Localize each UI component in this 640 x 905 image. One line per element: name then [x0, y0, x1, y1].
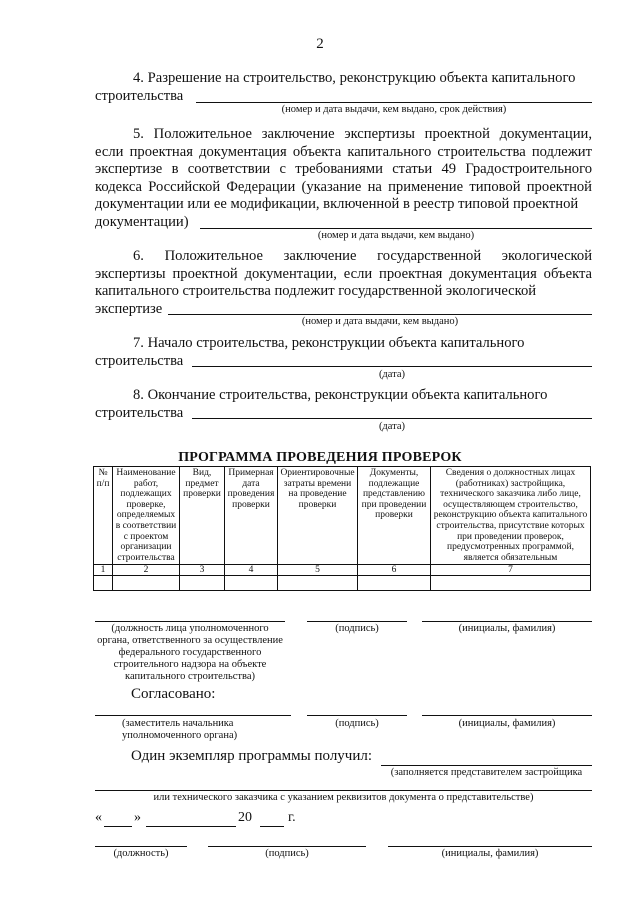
item-5-field-line — [200, 228, 592, 229]
final-sign-line — [208, 846, 366, 847]
item-4-caption: (номер и дата выдачи, кем выдано, срок действия) — [281, 104, 507, 115]
item-7-field-line — [192, 366, 592, 367]
receipt-field-line — [381, 765, 592, 766]
program-title: ПРОГРАММА ПРОВЕДЕНИЯ ПРОВЕРОК — [178, 450, 462, 465]
item-8-line2: строительства — [95, 404, 184, 421]
approved-name-line — [422, 715, 592, 716]
item-4-line2: строительства — [95, 87, 184, 104]
date-quote-open: « — [95, 810, 102, 825]
table-row — [94, 576, 591, 591]
col-number-4: 4 — [225, 565, 278, 576]
table-cell — [278, 576, 358, 591]
approved-label: Согласовано: — [131, 686, 216, 702]
final-sign-caption: (подпись) — [265, 848, 309, 859]
item-6-text: 6. Положительное заключение государственной экологической экспертизы проектной документации, если проектная документация объекта капитального строительства подлежит государственной экологической — [95, 248, 592, 299]
item-7-caption: (дата) — [378, 369, 406, 380]
item-4-field-line — [196, 102, 592, 103]
header-works: Наименование работ, подлежащих проверке, определяемых в соответствии с проектом организации строительства — [113, 467, 180, 565]
date-month-line — [146, 826, 236, 827]
signature1-name-caption: (инициалы, фамилия) — [458, 623, 556, 634]
item-5-last-line: документации) — [95, 213, 189, 230]
item-5-text: 5. Положительное заключение экспертизы проектной документации, если проектная документация объекта капитального строительства подлежит экспертизе в соответствии с требованиями статьи 49 Градостроительного кодекса Российской Федерации (указание на применение типовой проектной документации или ее модификации, включенной в реестр типовой проектной — [95, 126, 592, 212]
header-type: Вид, предмет проверки — [180, 467, 225, 565]
approved-position-caption: (заместитель начальника уполномоченного органа) — [122, 718, 238, 741]
final-name-caption: (инициалы, фамилия) — [441, 848, 539, 859]
item-7-line2: строительства — [95, 352, 184, 369]
header-date: Примерная дата проведения проверки — [225, 467, 278, 565]
table-cell — [113, 576, 180, 591]
signature1-sign-line — [307, 621, 407, 622]
header-number: № п/п — [94, 467, 113, 565]
date-year-suffix: г. — [288, 810, 296, 825]
item-6-field-line — [168, 314, 592, 315]
receipt-caption-2: или технического заказчика с указанием реквизитов документа о представительстве) — [153, 792, 534, 803]
item-5 — [95, 126, 592, 231]
table-cell — [180, 576, 225, 591]
table-cell — [358, 576, 431, 591]
approved-name-caption: (инициалы, фамилия) — [458, 718, 556, 729]
col-number-6: 6 — [358, 565, 431, 576]
col-number-7: 7 — [431, 565, 591, 576]
table-header-row — [94, 467, 591, 565]
col-number-3: 3 — [180, 565, 225, 576]
item-6 — [95, 248, 592, 318]
date-day-line — [104, 826, 132, 827]
item-4-line1: 4. Разрешение на строительство, реконструкцию объекта капитального — [133, 70, 576, 86]
item-5-caption: (номер и дата выдачи, кем выдано) — [317, 230, 475, 241]
date-quote-close: » — [134, 810, 141, 825]
approved-sign-caption: (подпись) — [335, 718, 379, 729]
date-year-line — [260, 826, 284, 827]
item-8 — [95, 387, 592, 422]
receipt-label: Один экземпляр программы получил: — [131, 748, 373, 764]
item-8-caption: (дата) — [378, 421, 406, 432]
program-table — [93, 466, 591, 591]
date-year-prefix: 20 — [238, 810, 252, 825]
table-cell — [225, 576, 278, 591]
item-7-line1: 7. Начало строительства, реконструкции объекта капитального — [133, 335, 525, 351]
page-number: 2 — [316, 36, 324, 52]
item-6-caption: (номер и дата выдачи, кем выдано) — [301, 316, 459, 327]
receipt-caption-1: (заполняется представителем застройщика — [390, 767, 583, 778]
table-cell — [431, 576, 591, 591]
item-8-line1: 8. Окончание строительства, реконструкции объекта капитального — [133, 387, 548, 403]
col-number-5: 5 — [278, 565, 358, 576]
item-4 — [95, 70, 592, 105]
header-documents: Документы, подлежащие представлению при проведении проверки — [358, 467, 431, 565]
header-time: Ориентировочные затраты времени на проведение проверки — [278, 467, 358, 565]
final-position-line — [95, 846, 187, 847]
table-numbers-row — [94, 565, 591, 576]
signature1-position-caption: (должность лица уполномоченного органа, ответственного за осуществление федерального государственного строительного надзора на объекте капитального строительства) — [97, 623, 283, 682]
signature1-position-line — [95, 621, 285, 622]
item-8-field-line — [192, 418, 592, 419]
table-cell — [94, 576, 113, 591]
approved-position-line — [95, 715, 291, 716]
col-number-1: 1 — [94, 565, 113, 576]
item-7 — [95, 335, 592, 370]
final-name-line — [388, 846, 592, 847]
signature1-name-line — [422, 621, 592, 622]
item-6-last-line: экспертизе — [95, 300, 163, 317]
receipt-field-line-2 — [95, 790, 592, 791]
final-position-caption: (должность) — [113, 848, 169, 859]
approved-sign-line — [307, 715, 407, 716]
signature1-sign-caption: (подпись) — [335, 623, 379, 634]
col-number-2: 2 — [113, 565, 180, 576]
header-persons: Сведения о должностных лицах (работниках) застройщика, технического заказчика либо лице, осуществляющем строительство, реконструкцию объекта капитального строительства, присутствие которых при проведении проверок, предусмотренных программой, является обязательным — [431, 467, 591, 565]
